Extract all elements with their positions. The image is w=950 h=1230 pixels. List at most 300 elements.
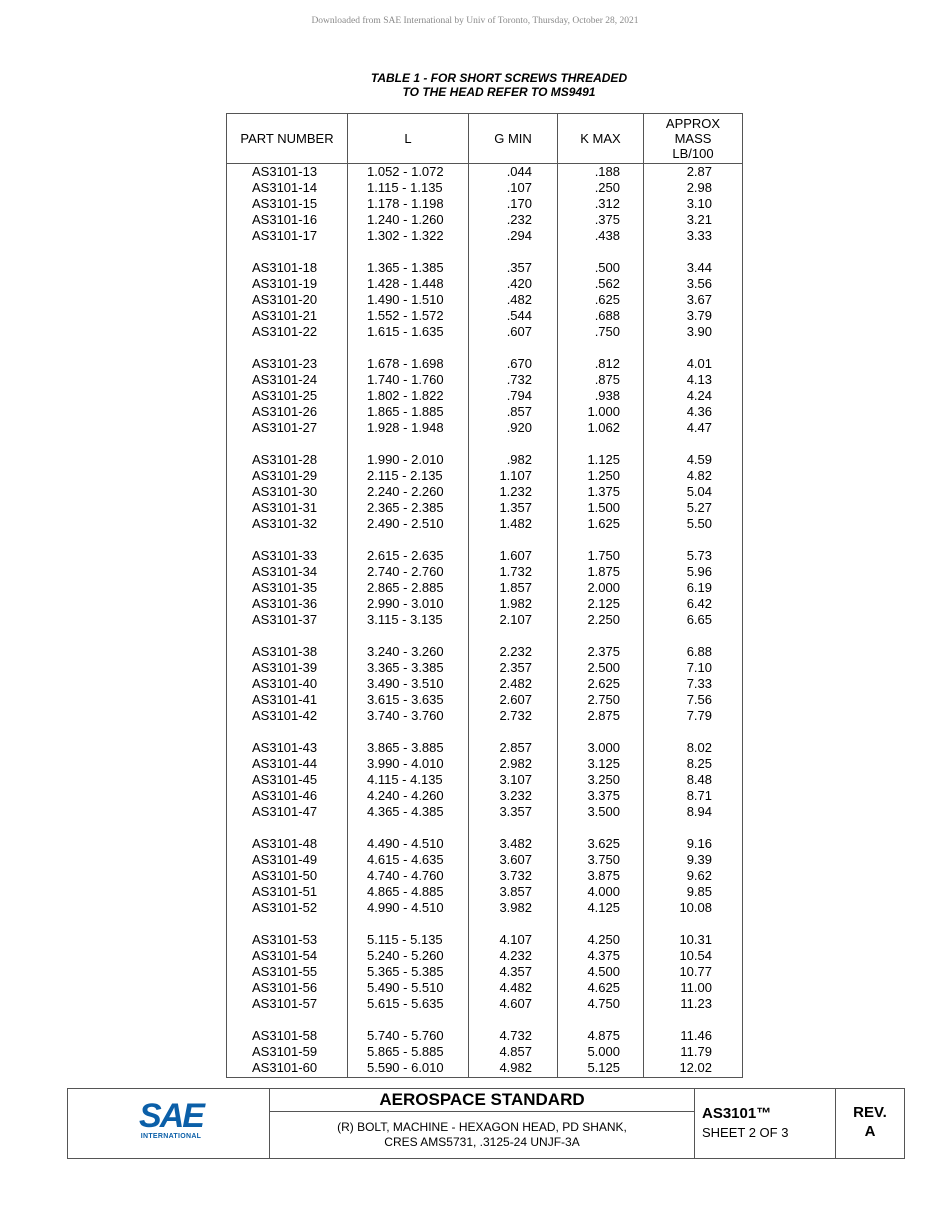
mass-cell: 4.01 xyxy=(686,356,712,371)
table-row xyxy=(227,676,742,692)
part-number-cell: AS3101-47 xyxy=(252,804,318,819)
table-row xyxy=(227,740,742,756)
part-number-cell: AS3101-23 xyxy=(252,356,318,371)
table-row xyxy=(227,852,742,868)
g-min-cell: .607 xyxy=(506,324,532,339)
part-number-cell: AS3101-17 xyxy=(252,228,318,243)
row-group xyxy=(227,932,742,1012)
length-cell: 1.678 - 1.698 xyxy=(367,356,444,371)
part-number-cell: AS3101-31 xyxy=(252,500,318,515)
mass-cell: 5.73 xyxy=(686,548,712,563)
part-number-cell: AS3101-16 xyxy=(252,212,318,227)
document-number: AS3101™ xyxy=(702,1105,772,1122)
part-number-cell: AS3101-52 xyxy=(252,900,318,915)
length-cell: 1.740 - 1.760 xyxy=(367,372,444,387)
k-max-cell: .438 xyxy=(594,228,620,243)
k-max-cell: 2.625 xyxy=(587,676,620,691)
table-row xyxy=(227,884,742,900)
mass-cell: 6.42 xyxy=(686,596,712,611)
part-number-cell: AS3101-30 xyxy=(252,484,318,499)
mass-cell: 9.85 xyxy=(686,884,712,899)
mass-cell: 5.96 xyxy=(686,564,712,579)
row-group xyxy=(227,644,742,724)
part-number-cell: AS3101-21 xyxy=(252,308,318,323)
table-row xyxy=(227,356,742,372)
part-number-cell: AS3101-14 xyxy=(252,180,318,195)
table-row xyxy=(227,228,742,244)
mass-cell: 4.13 xyxy=(686,372,712,387)
header-l: L xyxy=(404,131,412,146)
table-row xyxy=(227,196,742,212)
table-row xyxy=(227,804,742,820)
g-min-cell: 3.357 xyxy=(499,804,532,819)
length-cell: 5.490 - 5.510 xyxy=(367,980,444,995)
sae-logo-subtitle: INTERNATIONAL xyxy=(140,1133,202,1140)
length-cell: 2.990 - 3.010 xyxy=(367,596,444,611)
part-number-cell: AS3101-58 xyxy=(252,1028,318,1043)
mass-cell: 2.87 xyxy=(686,164,712,179)
mass-cell: 7.33 xyxy=(686,676,712,691)
g-min-cell: .357 xyxy=(506,260,532,275)
mass-cell: 3.67 xyxy=(686,292,712,307)
mass-cell: 7.56 xyxy=(686,692,712,707)
g-min-cell: .420 xyxy=(506,276,532,291)
k-max-cell: 1.250 xyxy=(587,468,620,483)
length-cell: 1.928 - 1.948 xyxy=(367,420,444,435)
table-row xyxy=(227,756,742,772)
length-cell: 2.865 - 2.885 xyxy=(367,580,444,595)
mass-cell: 4.36 xyxy=(686,404,712,419)
table-row xyxy=(227,516,742,532)
table-row xyxy=(227,580,742,596)
k-max-cell: .500 xyxy=(594,260,620,275)
table-title-line-2: TO THE HEAD REFER TO MS9491 xyxy=(402,85,596,99)
g-min-cell: 4.107 xyxy=(499,932,532,947)
g-min-cell: .794 xyxy=(506,388,532,403)
length-cell: 2.490 - 2.510 xyxy=(367,516,444,531)
g-min-cell: .544 xyxy=(506,308,532,323)
mass-cell: 11.00 xyxy=(680,980,712,995)
length-cell: 5.365 - 5.385 xyxy=(367,964,444,979)
g-min-cell: 2.607 xyxy=(499,692,532,707)
part-number-cell: AS3101-43 xyxy=(252,740,318,755)
length-cell: 1.178 - 1.198 xyxy=(367,196,444,211)
table-row xyxy=(227,692,742,708)
table-row xyxy=(227,452,742,468)
part-number-cell: AS3101-33 xyxy=(252,548,318,563)
g-min-cell: .294 xyxy=(506,228,532,243)
g-min-cell: .982 xyxy=(506,452,532,467)
download-watermark: Downloaded from SAE International by Univ of Toronto, Thursday, October 28, 2021 xyxy=(311,16,639,26)
g-min-cell: 3.232 xyxy=(499,788,532,803)
part-number-cell: AS3101-40 xyxy=(252,676,318,691)
g-min-cell: 1.232 xyxy=(499,484,532,499)
length-cell: 1.802 - 1.822 xyxy=(367,388,444,403)
part-number-cell: AS3101-48 xyxy=(252,836,318,851)
length-cell: 5.615 - 5.635 xyxy=(367,996,444,1011)
part-number-cell: AS3101-44 xyxy=(252,756,318,771)
mass-cell: 8.02 xyxy=(686,740,712,755)
k-max-cell: 5.125 xyxy=(587,1060,620,1075)
length-cell: 4.865 - 4.885 xyxy=(367,884,444,899)
length-cell: 3.865 - 3.885 xyxy=(367,740,444,755)
table-row xyxy=(227,1044,742,1060)
g-min-cell: 2.357 xyxy=(499,660,532,675)
g-min-cell: .670 xyxy=(506,356,532,371)
length-cell: 1.865 - 1.885 xyxy=(367,404,444,419)
k-max-cell: .938 xyxy=(594,388,620,403)
k-max-cell: 2.000 xyxy=(587,580,620,595)
g-min-cell: 4.482 xyxy=(499,980,532,995)
g-min-cell: 3.107 xyxy=(499,772,532,787)
table-row xyxy=(227,932,742,948)
k-max-cell: 4.250 xyxy=(587,932,620,947)
row-group xyxy=(227,164,742,244)
part-number-cell: AS3101-29 xyxy=(252,468,318,483)
part-number-cell: AS3101-39 xyxy=(252,660,318,675)
table-title-line-1: TABLE 1 - FOR SHORT SCREWS THREADED xyxy=(370,71,628,85)
mass-cell: 10.54 xyxy=(679,948,712,963)
table-row xyxy=(227,564,742,580)
dimensions-table xyxy=(226,113,743,1078)
mass-cell: 3.90 xyxy=(686,324,712,339)
part-number-cell: AS3101-37 xyxy=(252,612,318,627)
length-cell: 2.115 - 2.135 xyxy=(367,468,443,483)
mass-cell: 4.59 xyxy=(686,452,712,467)
g-min-cell: 2.732 xyxy=(499,708,532,723)
mass-cell: 12.02 xyxy=(679,1060,712,1075)
part-number-cell: AS3101-19 xyxy=(252,276,318,291)
mass-cell: 5.50 xyxy=(686,516,712,531)
g-min-cell: 4.607 xyxy=(499,996,532,1011)
part-number-cell: AS3101-36 xyxy=(252,596,318,611)
part-number-cell: AS3101-41 xyxy=(252,692,318,707)
table-row xyxy=(227,660,742,676)
length-cell: 3.740 - 3.760 xyxy=(367,708,444,723)
length-cell: 3.240 - 3.260 xyxy=(367,644,444,659)
table-row xyxy=(227,868,742,884)
k-max-cell: 2.250 xyxy=(587,612,620,627)
part-number-cell: AS3101-27 xyxy=(252,420,318,435)
g-min-cell: 2.857 xyxy=(499,740,532,755)
table-row xyxy=(227,292,742,308)
mass-cell: 8.94 xyxy=(686,804,712,819)
table-row xyxy=(227,900,742,916)
length-cell: 3.365 - 3.385 xyxy=(367,660,444,675)
g-min-cell: 4.357 xyxy=(499,964,532,979)
mass-cell: 7.79 xyxy=(686,708,712,723)
g-min-cell: .857 xyxy=(506,404,532,419)
revision xyxy=(835,1103,905,1141)
length-cell: 4.990 - 4.510 xyxy=(367,900,444,915)
header-g-min: G MIN xyxy=(494,131,532,146)
table-row xyxy=(227,772,742,788)
sae-logo xyxy=(136,1099,206,1145)
g-min-cell: 1.357 xyxy=(499,500,532,515)
k-max-cell: 4.875 xyxy=(587,1028,620,1043)
part-number-cell: AS3101-32 xyxy=(252,516,318,531)
part-number-cell: AS3101-18 xyxy=(252,260,318,275)
k-max-cell: 2.125 xyxy=(587,596,620,611)
part-number-cell: AS3101-46 xyxy=(252,788,318,803)
mass-cell: 2.98 xyxy=(686,180,712,195)
k-max-cell: 3.000 xyxy=(587,740,620,755)
k-max-cell: 3.500 xyxy=(587,804,620,819)
table-row xyxy=(227,404,742,420)
g-min-cell: 1.857 xyxy=(499,580,532,595)
mass-cell: 5.27 xyxy=(686,500,712,515)
standard-title: AEROSPACE STANDARD xyxy=(270,1089,694,1112)
length-cell: 3.615 - 3.635 xyxy=(367,692,444,707)
k-max-cell: 4.000 xyxy=(587,884,620,899)
length-cell: 1.428 - 1.448 xyxy=(367,276,444,291)
table-row xyxy=(227,164,742,180)
g-min-cell: .107 xyxy=(506,180,532,195)
standard-description xyxy=(270,1112,694,1158)
mass-cell: 8.71 xyxy=(686,788,712,803)
mass-cell: 3.79 xyxy=(686,308,712,323)
length-cell: 4.490 - 4.510 xyxy=(367,836,444,851)
mass-cell: 4.24 xyxy=(686,388,712,403)
table-row xyxy=(227,996,742,1012)
table-row xyxy=(227,548,742,564)
k-max-cell: 1.625 xyxy=(587,516,620,531)
title-block-divider xyxy=(694,1089,695,1158)
table-row xyxy=(227,980,742,996)
length-cell: 5.115 - 5.135 xyxy=(367,932,443,947)
length-cell: 2.740 - 2.760 xyxy=(367,564,444,579)
part-number-cell: AS3101-50 xyxy=(252,868,318,883)
length-cell: 1.365 - 1.385 xyxy=(367,260,444,275)
g-min-cell: 1.107 xyxy=(499,468,532,483)
header-mass-line-3: LB/100 xyxy=(672,146,714,161)
row-group xyxy=(227,548,742,628)
g-min-cell: 3.857 xyxy=(499,884,532,899)
k-max-cell: 4.625 xyxy=(587,980,620,995)
table-row xyxy=(227,612,742,628)
g-min-cell: 4.232 xyxy=(499,948,532,963)
g-min-cell: 3.482 xyxy=(499,836,532,851)
k-max-cell: 4.375 xyxy=(587,948,620,963)
row-group xyxy=(227,260,742,340)
g-min-cell: .232 xyxy=(506,212,532,227)
mass-cell: 7.10 xyxy=(686,660,712,675)
mass-cell: 3.56 xyxy=(686,276,712,291)
revision-label: REV. xyxy=(853,1104,887,1121)
k-max-cell: 1.062 xyxy=(587,420,620,435)
length-cell: 5.240 - 5.260 xyxy=(367,948,444,963)
part-number-cell: AS3101-54 xyxy=(252,948,318,963)
header-approx-mass xyxy=(644,114,742,163)
g-min-cell: .044 xyxy=(506,164,532,179)
k-max-cell: 1.500 xyxy=(587,500,620,515)
sheet-number: SHEET 2 OF 3 xyxy=(702,1125,789,1140)
length-cell: 4.365 - 4.385 xyxy=(367,804,444,819)
g-min-cell: 3.607 xyxy=(499,852,532,867)
length-cell: 3.990 - 4.010 xyxy=(367,756,444,771)
mass-cell: 10.08 xyxy=(679,900,712,915)
row-group xyxy=(227,836,742,916)
part-number-cell: AS3101-15 xyxy=(252,196,318,211)
part-number-cell: AS3101-51 xyxy=(252,884,318,899)
part-number-cell: AS3101-25 xyxy=(252,388,318,403)
table-row xyxy=(227,484,742,500)
length-cell: 1.052 - 1.072 xyxy=(367,164,444,179)
k-max-cell: 1.125 xyxy=(587,452,620,467)
mass-cell: 5.04 xyxy=(686,484,712,499)
k-max-cell: 1.375 xyxy=(587,484,620,499)
length-cell: 1.552 - 1.572 xyxy=(367,308,444,323)
k-max-cell: 3.625 xyxy=(587,836,620,851)
g-min-cell: .170 xyxy=(506,196,532,211)
mass-cell: 6.65 xyxy=(686,612,712,627)
length-cell: 2.365 - 2.385 xyxy=(367,500,444,515)
part-number-cell: AS3101-35 xyxy=(252,580,318,595)
length-cell: 5.740 - 5.760 xyxy=(367,1028,444,1043)
g-min-cell: 3.982 xyxy=(499,900,532,915)
title-block xyxy=(67,1088,905,1159)
k-max-cell: .250 xyxy=(594,180,620,195)
mass-cell: 9.62 xyxy=(686,868,712,883)
k-max-cell: 3.125 xyxy=(587,756,620,771)
g-min-cell: 1.732 xyxy=(499,564,532,579)
mass-cell: 9.39 xyxy=(686,852,712,867)
mass-cell: 4.82 xyxy=(686,468,712,483)
mass-cell: 11.23 xyxy=(680,996,712,1011)
k-max-cell: .750 xyxy=(594,324,620,339)
mass-cell: 11.46 xyxy=(680,1028,712,1043)
header-mass-line-2: MASS xyxy=(674,131,712,146)
g-min-cell: .920 xyxy=(506,420,532,435)
header-k-max: K MAX xyxy=(580,131,621,146)
table-row xyxy=(227,788,742,804)
table-row xyxy=(227,836,742,852)
row-group xyxy=(227,1028,742,1076)
table-row xyxy=(227,276,742,292)
k-max-cell: 1.750 xyxy=(587,548,620,563)
part-number-cell: AS3101-60 xyxy=(252,1060,318,1075)
part-number-cell: AS3101-22 xyxy=(252,324,318,339)
part-number-cell: AS3101-13 xyxy=(252,164,318,179)
g-min-cell: 1.607 xyxy=(499,548,532,563)
k-max-cell: .812 xyxy=(594,356,620,371)
k-max-cell: 2.500 xyxy=(587,660,620,675)
table-row xyxy=(227,468,742,484)
table-row xyxy=(227,372,742,388)
g-min-cell: 2.982 xyxy=(499,756,532,771)
part-number-cell: AS3101-55 xyxy=(252,964,318,979)
length-cell: 5.865 - 5.885 xyxy=(367,1044,444,1059)
part-number-cell: AS3101-20 xyxy=(252,292,318,307)
length-cell: 1.490 - 1.510 xyxy=(367,292,444,307)
k-max-cell: 2.875 xyxy=(587,708,620,723)
length-cell: 1.615 - 1.635 xyxy=(367,324,444,339)
k-max-cell: 3.875 xyxy=(587,868,620,883)
k-max-cell: 4.750 xyxy=(587,996,620,1011)
k-max-cell: .625 xyxy=(594,292,620,307)
table-row xyxy=(227,644,742,660)
k-max-cell: .875 xyxy=(594,372,620,387)
mass-cell: 3.10 xyxy=(686,196,712,211)
mass-cell: 3.21 xyxy=(686,212,712,227)
length-cell: 2.240 - 2.260 xyxy=(367,484,444,499)
table-row xyxy=(227,420,742,436)
g-min-cell: 1.982 xyxy=(499,596,532,611)
k-max-cell: 2.750 xyxy=(587,692,620,707)
k-max-cell: .562 xyxy=(594,276,620,291)
length-cell: 4.615 - 4.635 xyxy=(367,852,444,867)
k-max-cell: 3.750 xyxy=(587,852,620,867)
description-line-1: (R) BOLT, MACHINE - HEXAGON HEAD, PD SHANK, xyxy=(337,1120,627,1134)
part-number-cell: AS3101-59 xyxy=(252,1044,318,1059)
k-max-cell: .375 xyxy=(594,212,620,227)
part-number-cell: AS3101-56 xyxy=(252,980,318,995)
part-number-cell: AS3101-34 xyxy=(252,564,318,579)
row-group xyxy=(227,452,742,532)
mass-cell: 8.25 xyxy=(686,756,712,771)
mass-cell: 9.16 xyxy=(686,836,712,851)
mass-cell: 10.77 xyxy=(679,964,712,979)
g-min-cell: 4.732 xyxy=(499,1028,532,1043)
part-number-cell: AS3101-49 xyxy=(252,852,318,867)
part-number-cell: AS3101-57 xyxy=(252,996,318,1011)
length-cell: 2.615 - 2.635 xyxy=(367,548,444,563)
length-cell: 4.115 - 4.135 xyxy=(367,772,443,787)
g-min-cell: .482 xyxy=(506,292,532,307)
table-row xyxy=(227,964,742,980)
mass-cell: 6.19 xyxy=(686,580,712,595)
g-min-cell: 1.482 xyxy=(499,516,532,531)
table-row xyxy=(227,708,742,724)
g-min-cell: 4.857 xyxy=(499,1044,532,1059)
k-max-cell: 4.500 xyxy=(587,964,620,979)
table-row xyxy=(227,500,742,516)
table-row xyxy=(227,260,742,276)
part-number-cell: AS3101-38 xyxy=(252,644,318,659)
k-max-cell: 1.875 xyxy=(587,564,620,579)
k-max-cell: .312 xyxy=(594,196,620,211)
table-row xyxy=(227,948,742,964)
row-group xyxy=(227,740,742,820)
g-min-cell: .732 xyxy=(506,372,532,387)
length-cell: 1.990 - 2.010 xyxy=(367,452,444,467)
k-max-cell: 3.375 xyxy=(587,788,620,803)
k-max-cell: 3.250 xyxy=(587,772,620,787)
mass-cell: 3.44 xyxy=(686,260,712,275)
part-number-cell: AS3101-26 xyxy=(252,404,318,419)
k-max-cell: .688 xyxy=(594,308,620,323)
g-min-cell: 2.232 xyxy=(499,644,532,659)
mass-cell: 6.88 xyxy=(686,644,712,659)
sae-logo-mark: SAE xyxy=(139,1097,203,1135)
mass-cell: 11.79 xyxy=(680,1044,712,1059)
g-min-cell: 2.107 xyxy=(499,612,532,627)
length-cell: 3.490 - 3.510 xyxy=(367,676,444,691)
mass-cell: 3.33 xyxy=(686,228,712,243)
part-number-cell: AS3101-24 xyxy=(252,372,318,387)
k-max-cell: 2.375 xyxy=(587,644,620,659)
g-min-cell: 4.982 xyxy=(499,1060,532,1075)
header-part-number: PART NUMBER xyxy=(240,131,334,146)
k-max-cell: 4.125 xyxy=(587,900,620,915)
table-row xyxy=(227,388,742,404)
length-cell: 1.302 - 1.322 xyxy=(367,228,444,243)
table-row xyxy=(227,212,742,228)
table-row xyxy=(227,324,742,340)
mass-cell: 10.31 xyxy=(679,932,712,947)
k-max-cell: 5.000 xyxy=(587,1044,620,1059)
row-group xyxy=(227,356,742,436)
